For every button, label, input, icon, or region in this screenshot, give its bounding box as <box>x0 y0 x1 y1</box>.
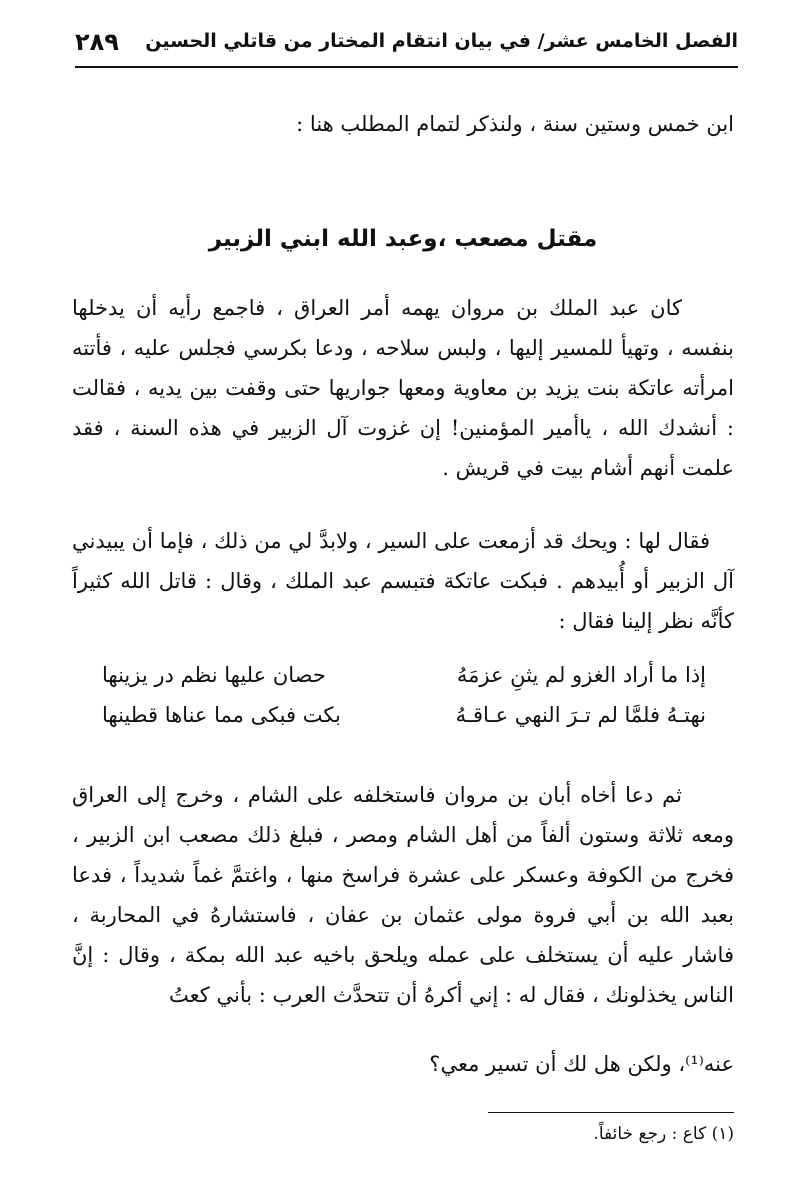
verse-line <box>72 663 734 703</box>
paragraph-3: ثم دعا أخاه أبان بن مروان فاستخلفه على الشام ، وخرج إلى العراق ومعه ثلاثة وستون ألفاً من أهل الشام ومصر ، فبلغ ذلك مصعب ابن الزبير ، فخرج من الكوفة وعسكر على عشرة فراسخ منها ، واغتمَّ غماً شديداً ، فدعا بعبد الله بن أبي فروة مولى عثمان بن عفان ، فاستشارهُ في المحاربة ، فاشار عليه أن يستخلف على عمله ويلحق باخيه عبد الله بمكة ، وقال : إنَّ الناس يخذلونك ، فقال له : إني أكرهُ أن تتحدَّث العرب : بأني كعتُ <box>72 783 734 1007</box>
running-title: الفصل الخامس عشر/ في بيان انتقام المختار من قاتلي الحسين <box>145 30 738 52</box>
poem-verses <box>72 663 734 743</box>
paragraph-2: فقال لها : ويحك قد أزمعت على السير ، ولابدَّ لي من ذلك ، فإما أن يبيدني آل الزبير أو أُبيدهم . فبكت عاتكة فتبسم عبد الملك ، وقال : قاتل الله كثيراً كأنَّه نظر إلينا فقال : <box>72 529 734 633</box>
verse-second-hemistich: حصان عليها نظم در يزينها <box>102 663 326 687</box>
page-header <box>75 20 738 68</box>
intro-paragraph: ابن خمس وستين سنة ، ولنذكر لتمام المطلب هنا : <box>296 112 734 136</box>
paragraph-1: كان عبد الملك بن مروان يهمه أمر العراق ، فاجمع رأيه أن يدخلها بنفسه ، وتهيأ للمسير إليها ، ولبس سلاحه ، ودعا بكرسي فجلس عليه ، فأتته امرأته عاتكة بنت يزيد بن معاوية ومعها جواريها حتى وقفت بين يديه ، فقالت : أنشدك الله ، ياأمير المؤمنين! إن غزوت آل الزبير في هذه السنة ، فقد علمت أنهم أشام بيت في قريش . <box>72 296 734 480</box>
verse-first-hemistich: إذا ما أراد الغزو لم يثنِ عزمَهُ <box>456 663 706 687</box>
section-heading: مقتل مصعب ،وعبد الله ابني الزبير <box>208 226 598 252</box>
footnote-divider <box>488 1112 734 1113</box>
verse-second-hemistich: بكت فبكى مما عناها قطينها <box>102 703 341 727</box>
footnote: (١) كاع : رجع خائفاً. <box>593 1124 734 1144</box>
verse-line <box>72 703 734 743</box>
verse-first-hemistich: نهتـهُ فلمَّا لم تـرَ النهي عـاقـهُ <box>455 703 706 727</box>
closing-line: عنه⁽¹⁾، ولكن هل لك أن تسير معي؟ <box>429 1052 734 1076</box>
page-number: ٢٨٩ <box>75 28 119 56</box>
